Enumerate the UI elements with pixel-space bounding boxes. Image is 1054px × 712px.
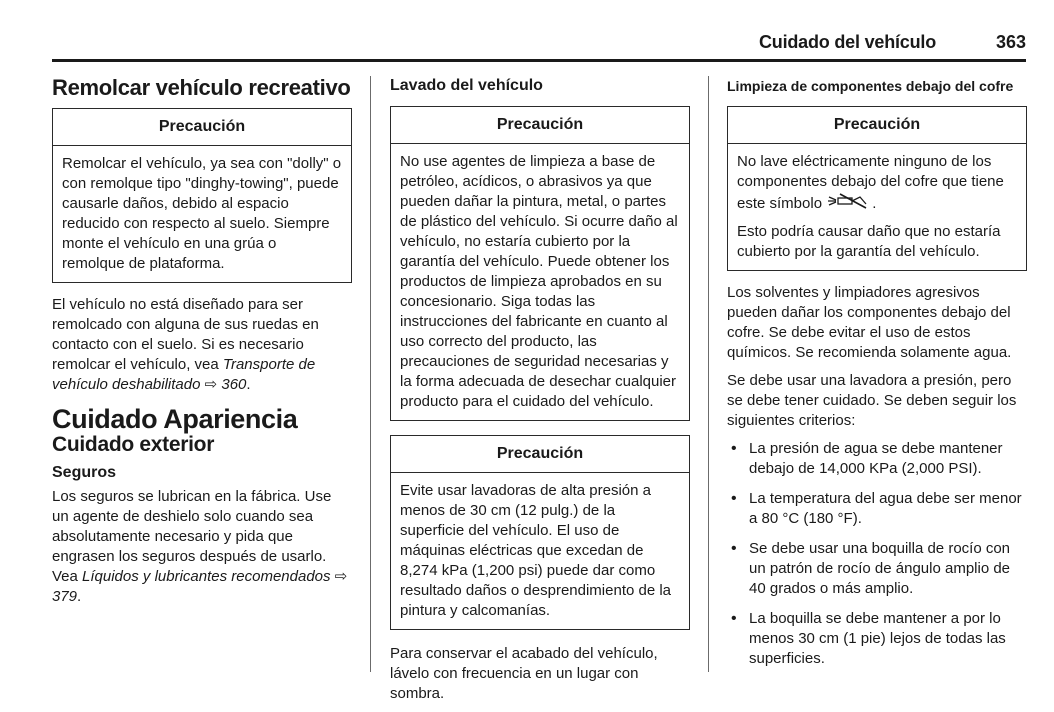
paragraph-text: El vehículo no está diseñado para ser remolcado con alguna de sus ruedas en contacto con el suelo. Si es necesario remolcar el vehículo, vea bbox=[52, 296, 319, 373]
column-divider bbox=[708, 76, 709, 672]
caution-title: Precaución bbox=[391, 436, 689, 473]
caution-title: Precaución bbox=[728, 107, 1026, 144]
caution-text bbox=[737, 152, 1017, 216]
paragraph bbox=[52, 295, 352, 395]
punctuation: . bbox=[77, 588, 82, 605]
caution-box bbox=[390, 435, 690, 630]
paragraph: Los solventes y limpiadores agresivos pueden dañar los componentes debajo del cofre. Se debe evitar el uso de estos químicos. Se recomienda solamente agua. bbox=[727, 284, 1012, 361]
cross-reference-link[interactable]: Transporte de vehículo deshabilitado bbox=[52, 356, 316, 393]
header-rule bbox=[52, 59, 1026, 62]
section-heading-washing: Lavado del vehículo bbox=[390, 77, 543, 94]
list-item: • La boquilla se debe mantener a por lo menos 30 cm (1 pie) lejos de todas las superficies. bbox=[727, 609, 1027, 669]
no-spray-icon bbox=[826, 192, 872, 216]
list-item: • Se debe usar una boquilla de rocío con un patrón de rocío de ángulo amplio de 40 grados o más amplio. bbox=[727, 539, 1027, 599]
caution-text: Remolcar el vehículo, ya sea con "dolly" o con remolque tipo "dinghy-towing", puede causarle daños, debido al espacio reducido con respecto al suelo. Siempre monte el vehículo en una grúa o remolque de plataforma. bbox=[62, 155, 342, 272]
caution-text: Esto podría causar daño que no estaría cubierto por la garantía del vehículo. bbox=[737, 223, 1001, 260]
criteria-list bbox=[727, 439, 1027, 669]
paragraph: Para conservar el acabado del vehículo, lávelo con frecuencia en un lugar con sombra. bbox=[390, 645, 658, 702]
page-reference-arrow-icon: ⇨ bbox=[334, 568, 348, 585]
caution-box bbox=[52, 108, 352, 283]
chapter-heading: Cuidado Apariencia bbox=[52, 404, 298, 434]
caution-text-part: No lave eléctricamente ninguno de los componentes debajo del cofre que tiene este símbolo bbox=[737, 153, 1004, 212]
list-item: • La presión de agua se debe mantener debajo de 14,000 KPa (2,000 PSI). bbox=[727, 439, 1027, 479]
page-header bbox=[52, 28, 1026, 62]
subsection-heading: Cuidado exterior bbox=[52, 433, 215, 456]
section-heading-underhood: Limpieza de componentes debajo del cofre bbox=[727, 78, 1014, 94]
column-1 bbox=[52, 74, 352, 615]
page-number: 363 bbox=[995, 32, 1026, 52]
caution-title: Precaución bbox=[391, 107, 689, 144]
section-heading-rv-towing: Remolcar vehículo recreativo bbox=[52, 75, 351, 100]
paragraph: Se debe usar una lavadora a presión, pero se debe tener cuidado. Se deben seguir los siguientes criterios: bbox=[727, 372, 1017, 429]
page-reference-arrow-icon: ⇨ bbox=[204, 376, 218, 393]
list-item: • La temperatura del agua debe ser menor a 80 °C (180 °F). bbox=[727, 489, 1027, 529]
paragraph bbox=[52, 487, 352, 607]
page-reference[interactable]: 360 bbox=[221, 376, 247, 393]
caution-text: Evite usar lavadoras de alta presión a menos de 30 cm (12 pulg.) de la superficie del vehículo. El uso de máquinas eléctricas que excedan de 8,274 kPa (1,200 psi) puede dar como resultado daños o desprendimiento de la pintura y calcomanías. bbox=[400, 482, 672, 619]
topic-heading: Seguros bbox=[52, 464, 117, 481]
cross-reference-link[interactable]: Líquidos y lubricantes recomendados bbox=[82, 568, 331, 585]
caution-text: No use agentes de limpieza a base de petróleo, acídicos, o abrasivos ya que pueden dañar la pintura, metal, o partes de plástico del vehículo. Si ocurre daño al vehículo, no estaría cubierto por la garantía del vehículo. Puede obtener los productos de limpieza aprobados en su concesionario. Siga todas las instrucciones del fabricante en cuanto al uso correcto del producto, las precauciones de seguridad necesarias y la forma adecuada de desechar cualquier producto para el cuidado del vehículo. bbox=[400, 153, 678, 410]
caution-title: Precaución bbox=[53, 109, 351, 146]
caution-box bbox=[390, 106, 690, 421]
paragraph-text: Los seguros se lubrican en la fábrica. Use un agente de deshielo solo cuando sea absolutamente necesario y pida que engrasen los seguros después de usarlo. Vea bbox=[52, 488, 332, 585]
column-divider bbox=[370, 76, 371, 672]
caution-box bbox=[727, 106, 1027, 271]
section-title: Cuidado del vehículo bbox=[758, 32, 936, 52]
punctuation: . bbox=[246, 376, 251, 393]
page-reference[interactable]: 379 bbox=[52, 588, 78, 605]
punctuation: . bbox=[872, 194, 877, 212]
column-3 bbox=[727, 74, 1027, 679]
column-2 bbox=[390, 74, 690, 712]
